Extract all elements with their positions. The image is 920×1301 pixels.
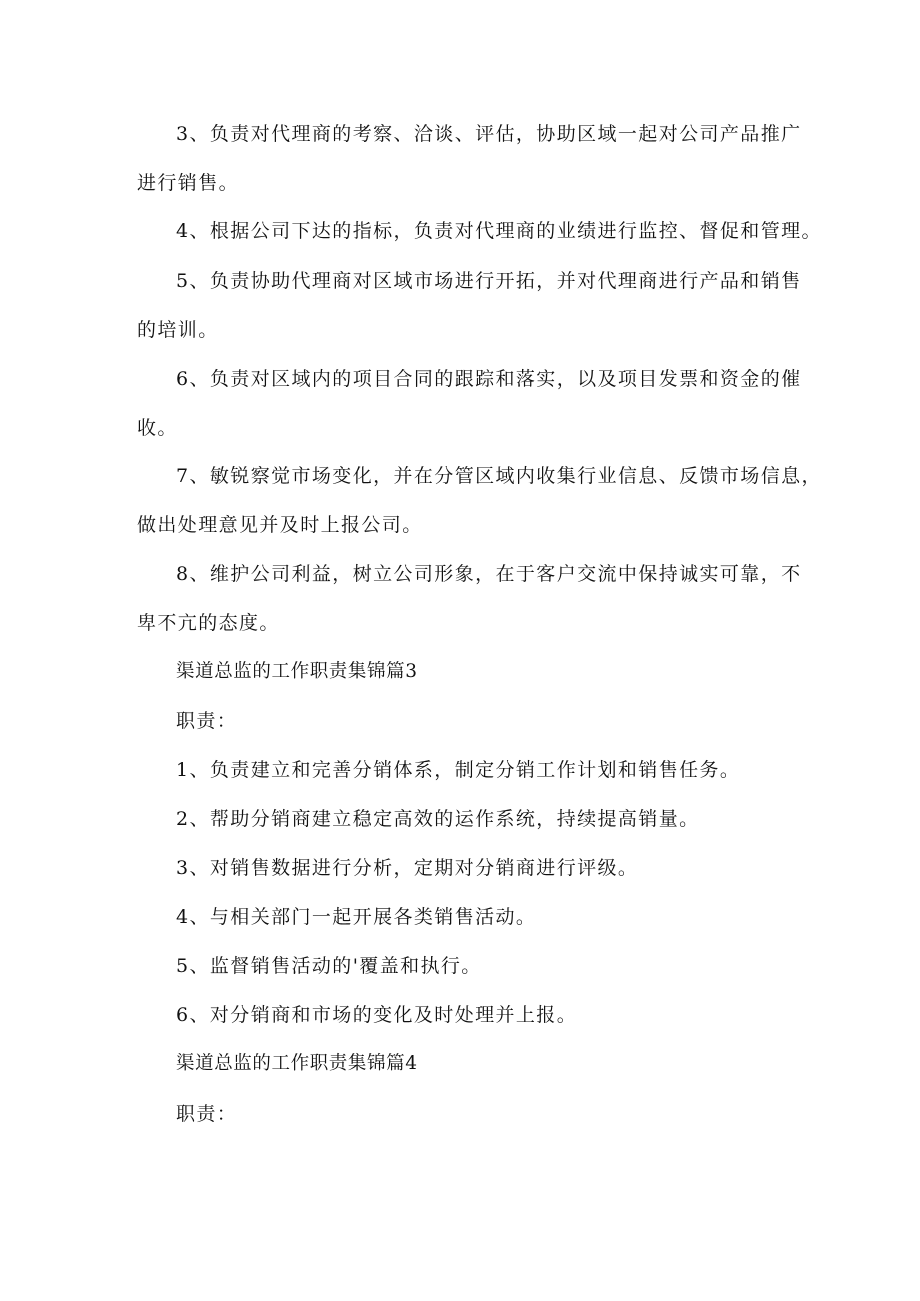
- paragraph-item-7-line-2: 做出处理意见并及时上报公司。: [137, 514, 423, 536]
- section-3-item-3: 3、对销售数据进行分析，定期对分销商进行评级。: [176, 857, 639, 879]
- paragraph-item-5-line-2: 的培训。: [137, 319, 219, 341]
- section-3-item-6: 6、对分销商和市场的变化及时处理并上报。: [176, 1004, 578, 1026]
- paragraph-item-5-line-1: 5、负责协助代理商对区域市场进行开拓，并对代理商进行产品和销售: [176, 270, 802, 292]
- section-4-heading: 渠道总监的工作职责集锦篇4: [176, 1053, 418, 1074]
- section-3-item-5: 5、监督销售活动的'覆盖和执行。: [176, 955, 482, 977]
- paragraph-item-6-line-2: 收。: [137, 417, 178, 439]
- paragraph-item-4: 4、根据公司下达的指标，负责对代理商的业绩进行监控、督促和管理。: [176, 220, 822, 242]
- paragraph-item-7-line-1: 7、敏锐察觉市场变化，并在分管区域内收集行业信息、反馈市场信息，: [176, 465, 822, 487]
- paragraph-item-8-line-1: 8、维护公司利益，树立公司形象，在于客户交流中保持诚实可靠，不: [176, 563, 802, 585]
- section-3-item-4: 4、与相关部门一起开展各类销售活动。: [176, 906, 537, 928]
- section-4-duty-label: 职责：: [176, 1103, 238, 1125]
- section-3-duty-label: 职责：: [176, 710, 238, 732]
- paragraph-item-3-line-1: 3、负责对代理商的考察、洽谈、评估，协助区域一起对公司产品推广: [176, 123, 802, 145]
- paragraph-item-8-line-2: 卑不亢的态度。: [137, 612, 280, 634]
- section-3-heading: 渠道总监的工作职责集锦篇3: [176, 661, 418, 682]
- paragraph-item-6-line-1: 6、负责对区域内的项目合同的跟踪和落实，以及项目发票和资金的催: [176, 368, 802, 390]
- paragraph-item-3-line-2: 进行销售。: [137, 172, 240, 194]
- section-3-item-1: 1、负责建立和完善分销体系，制定分销工作计划和销售任务。: [176, 759, 741, 781]
- section-3-item-2: 2、帮助分销商建立稳定高效的运作系统，持续提高销量。: [176, 808, 700, 830]
